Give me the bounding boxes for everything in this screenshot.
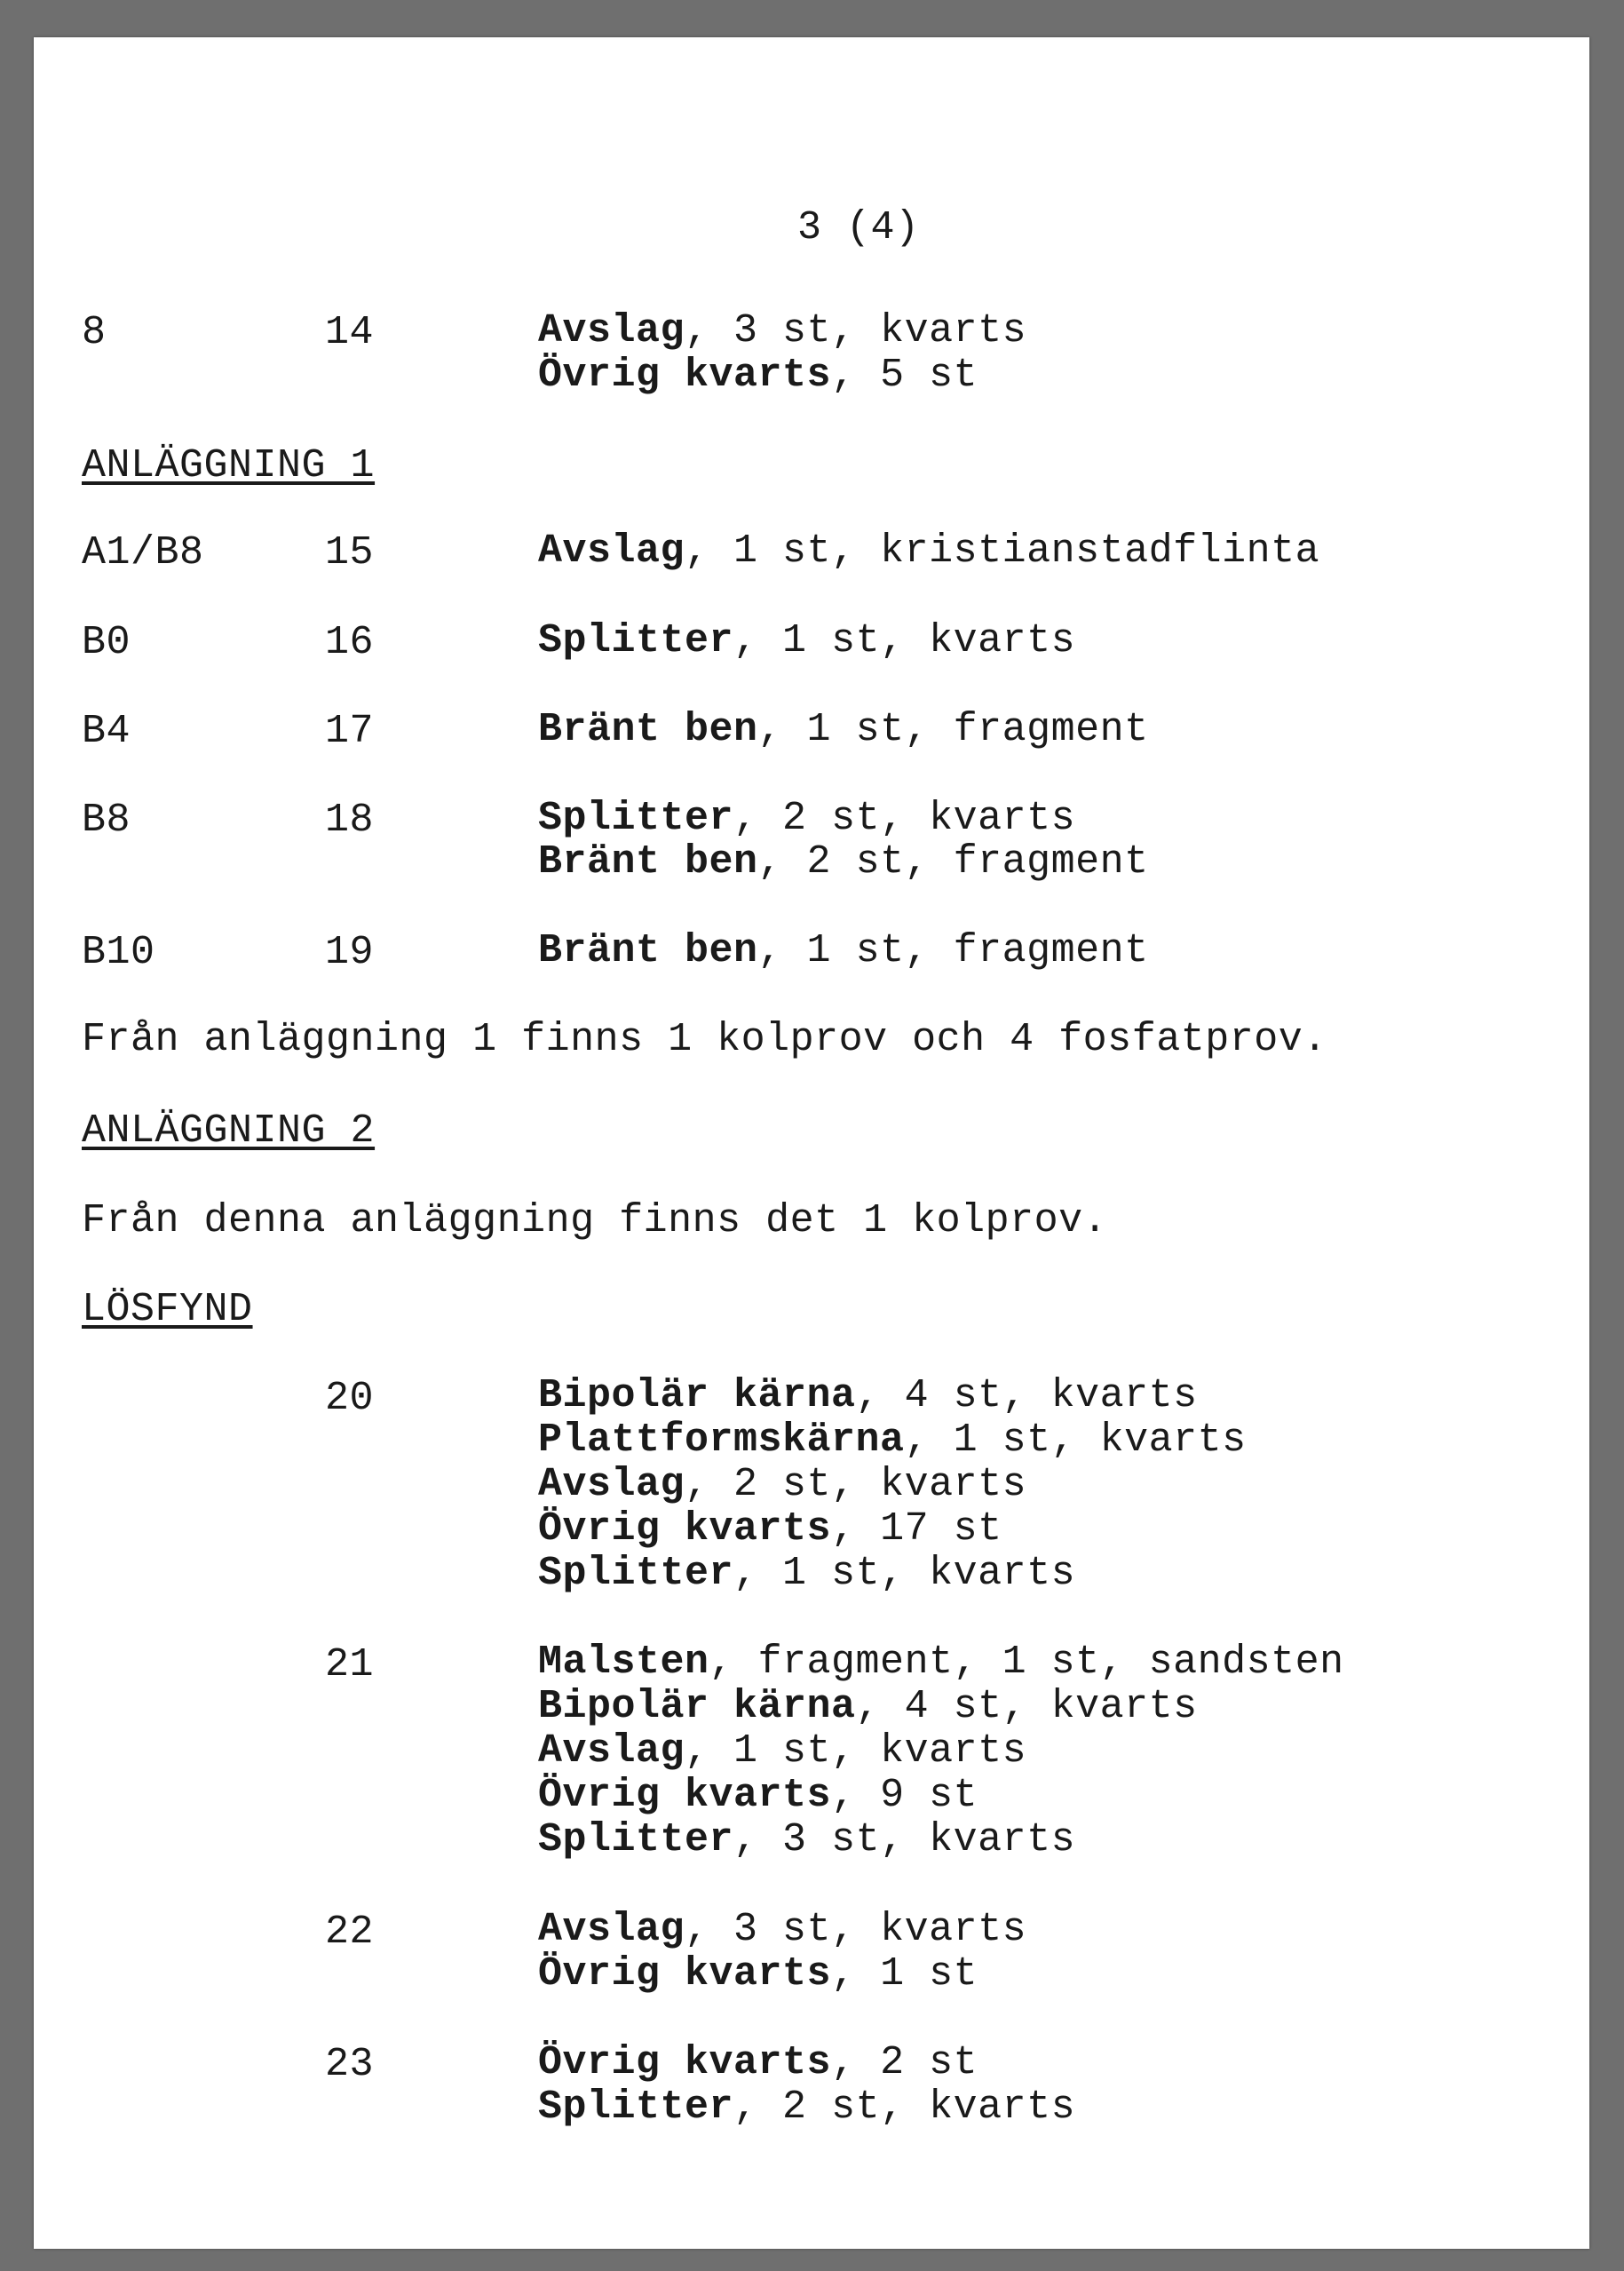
find-item-detail: , 2 st xyxy=(831,2040,978,2085)
find-item-detail: , 1 st, fragment xyxy=(757,928,1149,973)
find-item-detail: , 3 st, kvarts xyxy=(685,308,1027,353)
find-item-detail: , 3 st, kvarts xyxy=(733,1817,1076,1862)
find-item-type: Avslag xyxy=(538,308,685,353)
find-item-type: Övrig kvarts xyxy=(538,1506,832,1552)
section-note: Från anläggning 1 finns 1 kolprov och 4 fosfatprov. xyxy=(82,1017,1327,1062)
find-item xyxy=(538,1818,1075,1862)
find-item-detail: , 5 st xyxy=(831,353,978,398)
find-item-detail: , 2 st, kvarts xyxy=(685,1462,1027,1507)
find-item-type: Splitter xyxy=(538,618,734,663)
find-item-type: Bränt ben xyxy=(538,707,758,752)
find-item-type: Bränt ben xyxy=(538,928,758,973)
find-item-detail: , 4 st, kvarts xyxy=(855,1684,1198,1729)
find-item xyxy=(538,797,1075,841)
find-item xyxy=(538,1685,1198,1729)
find-item xyxy=(538,1374,1198,1418)
row-context-label: B0 xyxy=(82,620,131,665)
row-context-label: B8 xyxy=(82,798,131,843)
find-item-detail: , 17 st xyxy=(831,1506,1002,1552)
find-item-detail: , 2 st, kvarts xyxy=(733,796,1076,841)
find-item-type: Splitter xyxy=(538,1551,734,1596)
find-item-detail: , 1 st, kristianstadflinta xyxy=(685,528,1320,574)
find-item-detail: , 1 st, kvarts xyxy=(685,1728,1027,1774)
find-item xyxy=(538,2041,978,2085)
find-item xyxy=(538,529,1319,574)
section-heading: LÖSFYND xyxy=(82,1287,253,1332)
find-item-detail: , 1 st, kvarts xyxy=(733,1551,1076,1596)
find-item xyxy=(538,1729,1026,1774)
row-context-label: 8 xyxy=(82,310,107,355)
find-item-type: Splitter xyxy=(538,2084,734,2130)
find-item-type: Övrig kvarts xyxy=(538,1773,832,1818)
find-item-type: Övrig kvarts xyxy=(538,353,832,398)
section-heading: ANLÄGGNING 2 xyxy=(82,1108,376,1154)
section-note: Från denna anläggning finns det 1 kolprov. xyxy=(82,1198,1108,1243)
find-item-detail: , 1 st, kvarts xyxy=(733,618,1076,663)
row-find-number: 19 xyxy=(325,930,375,975)
find-item-detail: , 4 st, kvarts xyxy=(855,1373,1198,1418)
find-item xyxy=(538,309,1026,353)
find-item xyxy=(538,1774,978,1818)
find-item-type: Bipolär kärna xyxy=(538,1373,856,1418)
find-item-type: Avslag xyxy=(538,1728,685,1774)
find-item xyxy=(538,1640,1344,1685)
find-item xyxy=(538,1552,1075,1596)
row-find-number: 16 xyxy=(325,620,375,665)
find-item xyxy=(538,2085,1075,2130)
find-item-type: Malsten xyxy=(538,1640,709,1685)
find-item xyxy=(538,1418,1247,1463)
find-item-detail: , 1 st xyxy=(831,1951,978,1997)
find-item xyxy=(538,1952,978,1997)
find-item xyxy=(538,1463,1026,1507)
find-item-detail: , 1 st, fragment xyxy=(757,707,1149,752)
row-find-number: 23 xyxy=(325,2042,375,2087)
find-item xyxy=(538,708,1149,752)
find-item-detail: , 2 st, fragment xyxy=(757,839,1149,885)
row-context-label: B4 xyxy=(82,709,131,754)
find-item-type: Avslag xyxy=(538,1907,685,1952)
row-find-number: 18 xyxy=(325,798,375,843)
find-item-detail: , 1 st, kvarts xyxy=(904,1417,1247,1463)
find-item-type: Plattformskärna xyxy=(538,1417,905,1463)
row-context-label: A1/B8 xyxy=(82,530,204,576)
row-find-number: 21 xyxy=(325,1642,375,1687)
row-find-number: 15 xyxy=(325,530,375,576)
row-context-label: B10 xyxy=(82,930,155,975)
find-item xyxy=(538,1507,1002,1552)
row-find-number: 22 xyxy=(325,1910,375,1955)
find-item xyxy=(538,929,1149,973)
find-item-detail: , fragment, 1 st, sandsten xyxy=(709,1640,1344,1685)
row-find-number: 20 xyxy=(325,1376,375,1421)
row-find-number: 17 xyxy=(325,709,375,754)
find-item-type: Splitter xyxy=(538,796,734,841)
find-item-detail: , 3 st, kvarts xyxy=(685,1907,1027,1952)
find-item xyxy=(538,353,978,398)
find-item-type: Avslag xyxy=(538,528,685,574)
find-item-type: Övrig kvarts xyxy=(538,1951,832,1997)
find-item-type: Övrig kvarts xyxy=(538,2040,832,2085)
find-item-type: Bipolär kärna xyxy=(538,1684,856,1729)
find-item xyxy=(538,619,1075,663)
find-item-detail: , 2 st, kvarts xyxy=(733,2084,1076,2130)
find-item-type: Splitter xyxy=(538,1817,734,1862)
find-item-type: Avslag xyxy=(538,1462,685,1507)
page-number: 3 (4) xyxy=(797,205,920,250)
find-item-detail: , 9 st xyxy=(831,1773,978,1818)
find-item xyxy=(538,1908,1026,1952)
find-item-type: Bränt ben xyxy=(538,839,758,885)
row-find-number: 14 xyxy=(325,310,375,355)
find-item xyxy=(538,840,1149,885)
section-heading: ANLÄGGNING 1 xyxy=(82,443,376,488)
